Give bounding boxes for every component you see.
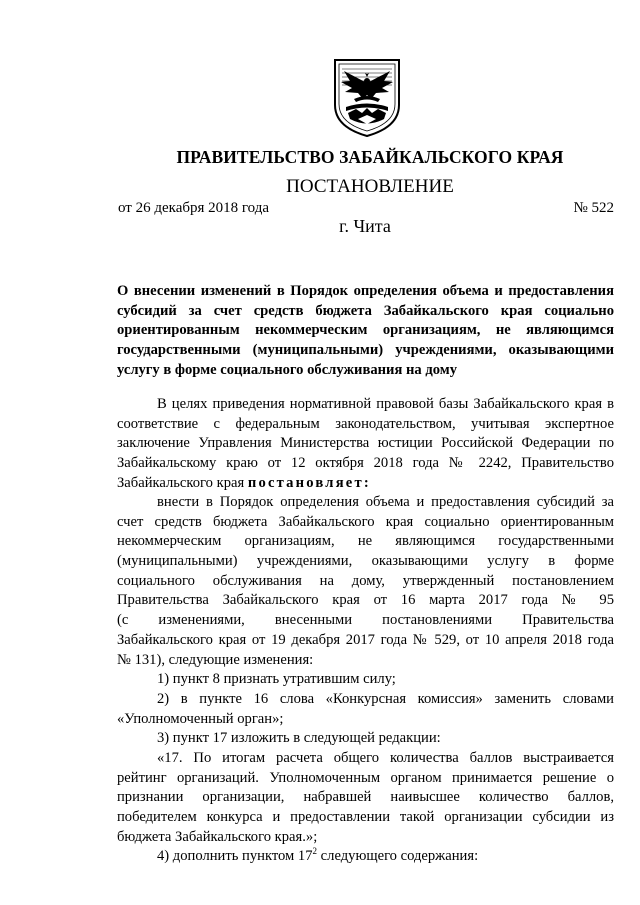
item-2-line: 2) в пункте 16 слова «Конкурсная комиссия» заменить словами (157, 690, 614, 707)
item-4-superscript: 2 (312, 846, 318, 857)
clause-line: (с изменениями, внесенными постановлениями Правительства (117, 612, 614, 629)
document-title (117, 282, 614, 381)
clause-line: некоммерческим организациям, не являющимся государственными (117, 533, 614, 550)
preamble-last-line (117, 474, 614, 494)
document-date: от 26 декабря 2018 года (118, 200, 270, 216)
document-type: ПОСТАНОВЛЕНИЕ (286, 176, 454, 197)
preamble-line: соответствие с федеральным законодательством, учитывая экспертное (117, 415, 614, 432)
clause-line: (муниципальными) учреждениями, оказывающими услугу в форме (117, 553, 614, 570)
coat-of-arms-icon (332, 57, 402, 139)
document-city: г. Чита (339, 216, 391, 236)
decree-word: постановляет (247, 474, 364, 491)
item-4-text: 4) дополнить пунктом 17 (157, 848, 313, 865)
clause-line: Забайкальского края от 19 декабря 2017 года № 529, от 10 апреля 2018 года (117, 631, 614, 648)
item-3-text-line: бюджета Забайкальского края.»; (117, 828, 318, 845)
title-line: О внесении изменений в Порядок определения объема и предоставления (117, 283, 614, 299)
preamble-line: Забайкальскому краю от 12 октября 2018 года № 2242, Правительство (117, 455, 614, 472)
clause-line: внести в Порядок определения объема и предоставления субсидий за (157, 494, 614, 510)
title-line: субсидий за счет средств бюджета Забайкальского края социально (117, 302, 614, 319)
item-2-line: «Уполномоченный орган»; (117, 710, 284, 727)
item-3-text-line: «17. По итогам расчета общего количества баллов выстраивается (157, 749, 614, 766)
clause-line: счет средств бюджета Забайкальского края социально ориентированным (117, 513, 614, 530)
item-1: 1) пункт 8 признать утратившим силу; (157, 671, 396, 688)
title-line: государственными (муниципальными) учреждениями, оказывающими (117, 342, 614, 359)
item-3: 3) пункт 17 изложить в следующей редакции: (157, 730, 441, 747)
preamble-line-text: Забайкальского края (117, 474, 248, 491)
item-3-text-line: признании организации, набравшей наивысшее количество баллов, (117, 789, 614, 806)
document-number: № 522 (573, 200, 614, 216)
item-4-text-tail: следующего содержания: (317, 848, 479, 865)
decree-colon: : (363, 474, 371, 491)
title-line: ориентированным некоммерческим организациям, не являющимся (117, 322, 614, 339)
title-line: услугу в форме социального обслуживания на дому (117, 361, 457, 378)
preamble-line: заключение Управления Министерства юстиции Российской Федерации по (117, 435, 614, 452)
clause-line: социального обслуживания на дому, утвержденный постановлением (117, 572, 614, 589)
item-3-text-line: победителем конкурса и предоставлении такой организации субсидии из (117, 809, 614, 825)
clause-line: № 131), следующие изменения: (117, 651, 314, 668)
clause-line: Правительства Забайкальского края от 16 марта 2017 года № 95 (117, 592, 614, 609)
government-name: ПРАВИТЕЛЬСТВО ЗАБАЙКАЛЬСКОГО КРАЯ (176, 147, 564, 167)
main-clause (117, 493, 614, 867)
preamble-line: В целях приведения нормативной правовой базы Забайкальского края в (157, 396, 614, 412)
preamble (117, 395, 614, 493)
item-4 (117, 847, 614, 867)
item-3-text-line: рейтинг организаций. Уполномоченным органом принимается решение о (117, 769, 614, 786)
